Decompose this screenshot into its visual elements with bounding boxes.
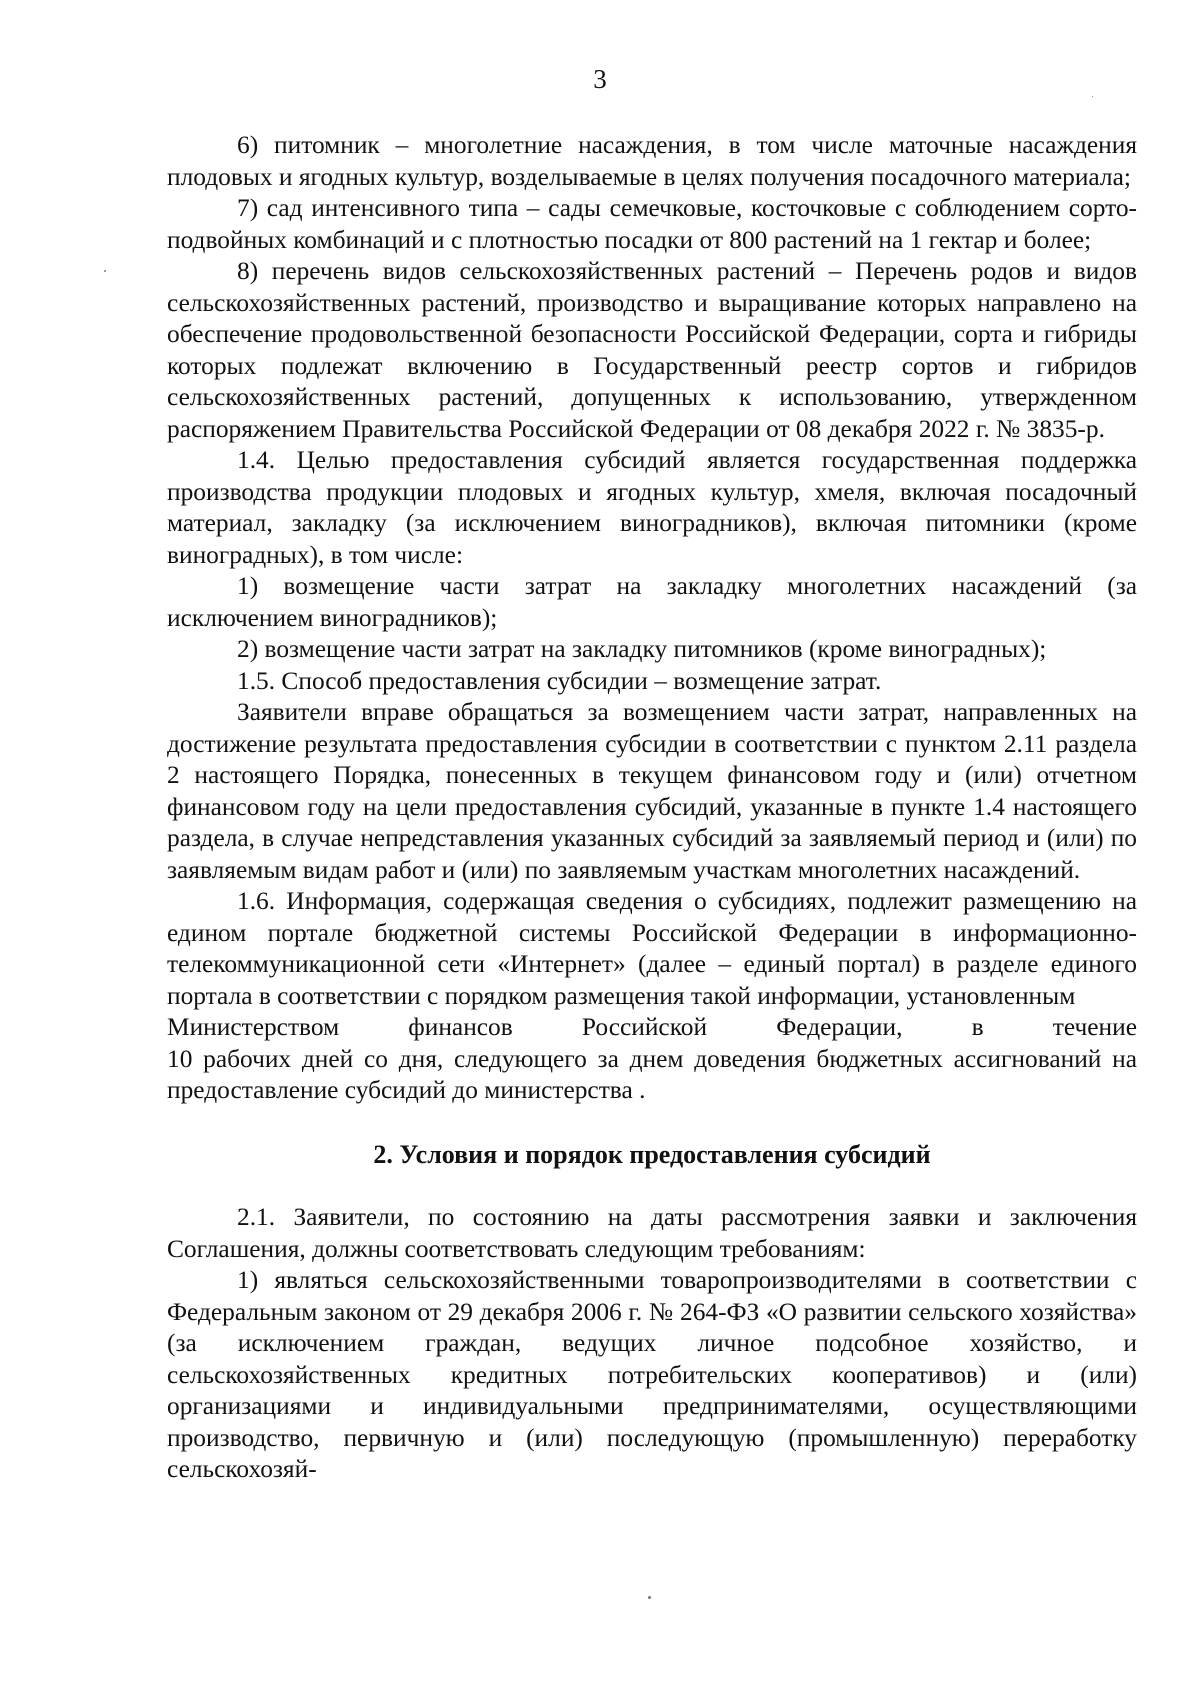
paragraph-1-4-purpose: 1.4. Целью предоставления субсидий является государственная поддержка производства продукции плодовых и ягодных культур, хмеля, включая посадочный материал, закладку (за исключением виноградников), включая питомники (кроме виноградных), в том числе: [167, 446, 1137, 569]
paragraph-1-4-item-2: 2) возмещение части затрат на закладку питомников (кроме виноградных); [237, 635, 1047, 663]
page-number: 3 [593, 64, 607, 94]
paragraph-continuation: 10 рабочих дней со дня, следующего за днем доведения бюджетных ассигнований на предоставление субсидий до министерства . [167, 1044, 1137, 1104]
paragraph-1-4-item-1: 1) возмещение части затрат на закладку многолетних насаждений (за исключением виноградников); [167, 572, 1137, 632]
scan-speck [1092, 96, 1093, 97]
document-body [167, 130, 1137, 1486]
paragraph-applicants-rights: Заявители вправе обращаться за возмещением части затрат, направленных на достижение результата предоставления субсидии в соответствии с пунктом 2.11 раздела 2 настоящего Порядка, понесенных в текущем финансовом году и (или) отчетном финансовом году на цели предоставления субсидий, указанные в пункте 1.4 настоящего раздела, в случае непредставления указанных субсидий за заявляемый период и (или) по заявляемым видам работ и (или) по заявляемым участкам многолетних насаждений. [167, 698, 1137, 884]
paragraph-item-6-nursery: 6) питомник – многолетние насаждения, в том числе маточные насаждения плодовых и ягодных культур, возделываемые в целях получения посадочного материала; [167, 131, 1137, 191]
scan-speck [648, 1596, 651, 1599]
paragraph-2-1-requirements: 2.1. Заявители, по состоянию на даты рассмотрения заявки и заключения Соглашения, должны соответствовать следующим требованиям: [167, 1203, 1137, 1263]
scan-speck [104, 270, 106, 272]
paragraph-2-1-item-1: 1) являться сельскохозяйственными товаропроизводителями в соответствии с Федеральным законом от 29 декабря 2006 г. № 264-ФЗ «О развитии сельского хозяйства» (за исключением граждан, ведущих личное подсобное хозяйство, и сельскохозяйственных кредитных потребительских кооперативов) и (или) организациями и индивидуальными предпринимателями, осуществляющими производство, первичную и (или) последующую (промышленную) переработку сельскохозяй- [167, 1266, 1137, 1483]
paragraph-1-5-method: 1.5. Способ предоставления субсидии – возмещение затрат. [237, 666, 882, 695]
paragraph-item-8-plant-list: 8) перечень видов сельскохозяйственных растений – Перечень родов и видов сельскохозяйственных растений, производство и выращивание которых направлено на обеспечение продовольственной безопасности Российской Федерации, сорта и гибриды которых подлежат включению в Государственный реестр сортов и гибридов сельскохозяйственных растений, допущенных к использованию, утвержденном распоряжением Правительства Российской Федерации от 08 декабря 2022 г. № 3835-р. [167, 257, 1137, 443]
paragraph-1-6-information: 1.6. Информация, содержащая сведения о субсидиях, подлежит размещению на едином портале бюджетной системы Российской Федерации в информационно-телекоммуникационной сети «Интернет» (далее – единый портал) в разделе единого портала в соответствии с порядком размещения такой информации, установленным [167, 887, 1137, 1010]
paragraph-item-7-intensive-garden: 7) сад интенсивного типа – сады семечковые, косточковые с соблюдением сорто-подвойных комбинаций и с плотностью посадки от 800 растений на 1 гектар и более; [167, 194, 1137, 254]
justified-line: Министерством финансов Российской Федерации, в течение [167, 1013, 1137, 1041]
section-heading: 2. Условия и порядок предоставления субсидий [373, 1139, 931, 1169]
